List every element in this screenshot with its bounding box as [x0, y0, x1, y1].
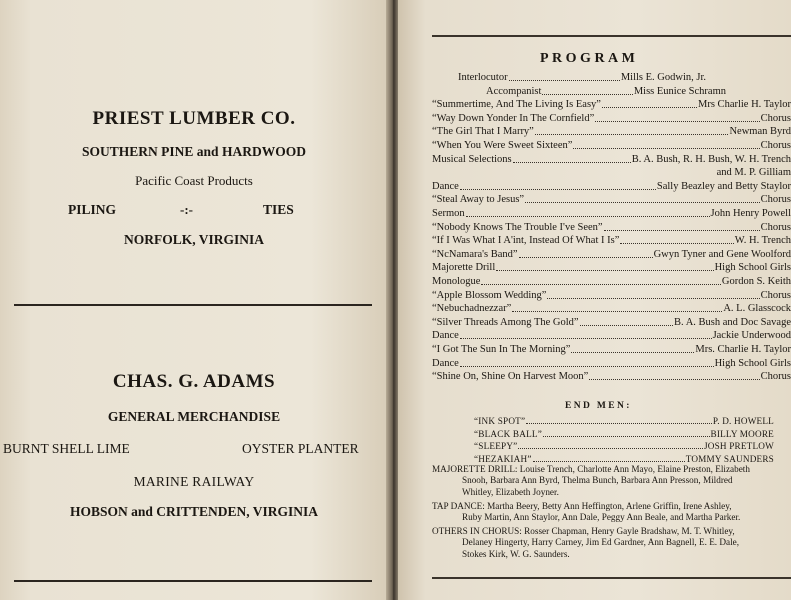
tap-line: Ruby Martin, Ann Staylor, Ann Dale, Peggy Ann Beale, and Martha Parker.	[462, 512, 741, 523]
divider-rule	[14, 304, 372, 306]
program-item: Accompanist	[486, 85, 542, 97]
program-performer: Chorus	[760, 221, 791, 233]
leader-dots	[604, 221, 760, 231]
program-performer: High School Girls	[714, 262, 791, 274]
program-entry	[432, 248, 791, 261]
leader-dots	[547, 289, 759, 299]
end-men-role: “BLACK BALL”	[474, 428, 542, 439]
program-entry	[486, 85, 726, 98]
program-item: “Summertime, And The Living Is Easy”	[432, 99, 601, 111]
program-performer: Chorus	[760, 140, 791, 151]
program-performer: Mrs. Charlie H. Taylor	[695, 344, 791, 355]
leader-dots	[525, 193, 760, 203]
ad1-separator: -:-	[180, 202, 193, 217]
chorus-line: Stokes Kirk, W. G. Saunders.	[462, 548, 570, 559]
program-entry	[432, 261, 791, 274]
program-entry	[432, 125, 791, 138]
majorette-paragraph	[432, 464, 791, 498]
leader-dots	[595, 112, 759, 122]
program-performer: A. L. Glasscock	[723, 303, 791, 315]
leader-dots	[602, 98, 697, 108]
program-entry	[432, 180, 791, 193]
program-entry	[432, 329, 791, 342]
program-entry	[432, 343, 791, 356]
leader-dots	[542, 85, 632, 95]
program-performer: B. A. Bush and Doc Savage	[674, 316, 791, 328]
end-men-name: BILLY MOORE	[710, 428, 774, 439]
ad1-piling: PILING	[68, 202, 117, 217]
leader-dots	[481, 275, 720, 285]
end-men-name: TOMMY SAUNDERS	[685, 453, 774, 464]
chorus-paragraph	[432, 526, 791, 560]
leader-dots	[533, 453, 685, 462]
ad1-city: NORFOLK, VIRGINIA	[123, 232, 265, 247]
top-rule	[432, 35, 791, 37]
program-performer: Mrs Charlie H. Taylor	[698, 99, 791, 111]
majorette-first-line: Louise Trench, Charlotte Ann Mayo, Elaine Preston, Elizabeth	[517, 464, 750, 474]
program-performer: Gwyn Tyner and Gene Woolford	[653, 248, 791, 260]
end-men-role: “HEZAKIAH”	[474, 453, 532, 464]
program-item: “NcNamara's Band”	[432, 248, 518, 260]
program-performer: and M. P. Gilliam	[716, 167, 791, 179]
leader-dots	[526, 415, 712, 424]
leader-dots	[519, 248, 653, 258]
program-item: “Steal Away to Jesus”	[432, 194, 525, 206]
program-item: “When You Were Sweet Sixteen”	[432, 140, 573, 151]
ad2-right-item: OYSTER PLANTER	[242, 441, 359, 456]
majorette-line: Snooh, Barbara Ann Byrd, Thelma Bunch, Barbara Ann Presson, Mildred	[462, 475, 733, 486]
left-page	[0, 0, 388, 600]
leader-dots	[580, 316, 673, 326]
end-men-name: JOSH PRETLOW	[703, 441, 774, 451]
leader-dots	[513, 153, 631, 163]
program-entry	[432, 139, 791, 152]
program-performer: W. H. Trench	[734, 235, 791, 247]
program-performer: Miss Eunice Schramn	[633, 85, 726, 97]
chorus-first-line: Rosser Chapman, Henry Gayle Bradshaw, M. T. Whitley,	[521, 526, 735, 536]
ad1-company: PRIEST LUMBER CO.	[92, 108, 296, 129]
program-performer: John Henry Powell	[710, 208, 791, 219]
program-item: Majorette Drill	[432, 262, 496, 274]
leader-dots	[589, 370, 759, 380]
program-entry	[432, 112, 791, 125]
leader-dots	[620, 234, 733, 244]
program-performer: Chorus	[760, 112, 791, 124]
program-entry	[432, 357, 791, 370]
ad2-left-item: BURNT SHELL LIME	[3, 441, 130, 456]
program-item: Monologue	[432, 276, 481, 287]
program-performer: Jackie Underwood	[712, 330, 791, 342]
bottom-rule	[14, 580, 372, 582]
end-men-role: “SLEEPY”	[474, 441, 518, 451]
end-men-entry	[474, 453, 774, 465]
leader-dots	[518, 440, 703, 449]
tap-heading: TAP DANCE:	[432, 501, 485, 511]
program-performer: Sally Beazley and Betty Staylor	[656, 180, 791, 192]
leader-dots	[466, 207, 710, 217]
tap-first-line: Martha Beery, Betty Ann Heffington, Arlene Griffin, Irene Ashley,	[484, 501, 732, 511]
end-men-entry	[474, 440, 774, 452]
program-performer: Gordon S. Keith	[721, 276, 791, 287]
leader-dots	[535, 125, 729, 135]
program-item: “Nobody Knows The Trouble I've Seen”	[432, 221, 603, 233]
chorus-line: Delaney Hingerty, Harry Carney, Jim Ed Gardner, Ann Bagnell, E. E. Dale,	[462, 537, 740, 548]
program-item: “I Got The Sun In The Morning”	[432, 344, 571, 355]
program-entry	[458, 71, 706, 84]
program-performer: Mills E. Godwin, Jr.	[620, 72, 706, 83]
program-item: Interlocutor	[458, 72, 508, 83]
ad2-company: CHAS. G. ADAMS	[112, 371, 276, 392]
ad1-line1: SOUTHERN PINE and HARDWOOD	[82, 144, 306, 159]
program-entry	[432, 193, 791, 206]
ad2-city: HOBSON and CRITTENDEN, VIRGINIA	[69, 504, 319, 519]
program-performer: Chorus	[760, 371, 791, 383]
program-entry	[432, 275, 791, 288]
ad2-line3: MARINE RAILWAY	[133, 474, 255, 489]
leader-dots	[460, 180, 656, 190]
program-entry	[432, 153, 791, 166]
program-performer: Chorus	[760, 194, 791, 206]
program-item: Dance	[432, 357, 459, 369]
end-men-entry	[474, 428, 774, 440]
program-entry	[432, 221, 791, 234]
end-men-entry	[474, 415, 774, 427]
program-entry	[432, 234, 791, 247]
bottom-rule-right	[432, 577, 791, 579]
program-item: “Way Down Yonder In The Cornfield”	[432, 112, 595, 124]
program-title: PROGRAM	[540, 51, 639, 66]
chorus-heading: OTHERS IN CHORUS:	[432, 526, 522, 536]
leader-dots	[460, 357, 714, 367]
tap-dance-paragraph	[432, 501, 791, 524]
ad1-ties: TIES	[263, 202, 294, 217]
majorette-line: Whitley, Elizabeth Joyner.	[462, 486, 559, 497]
leader-dots	[543, 428, 710, 437]
leader-dots	[571, 343, 694, 353]
program-item: Musical Selections	[432, 153, 512, 165]
end-men-title: E N D M E N :	[565, 401, 630, 411]
program-entry	[432, 302, 791, 315]
program-entry	[432, 370, 791, 383]
program-item: “The Girl That I Marry”	[432, 126, 534, 138]
program-item: “Nebuchadnezzar”	[432, 303, 512, 315]
program-item: “If I Was What I A'int, Instead Of What I Is”	[432, 235, 620, 247]
program-item: Dance	[432, 180, 459, 192]
program-item: “Shine On, Shine On Harvest Moon”	[432, 371, 589, 383]
program-performer: Chorus	[760, 289, 791, 301]
leader-dots	[509, 71, 620, 81]
leader-dots	[460, 329, 712, 339]
program-performer: Newman Byrd	[729, 126, 791, 138]
program-performer: High School Girls	[714, 357, 791, 369]
program-item: Sermon	[432, 208, 465, 219]
leader-dots	[496, 261, 713, 271]
majorette-heading: MAJORETTE DRILL:	[432, 464, 518, 474]
program-entry	[432, 207, 791, 220]
program-item: Dance	[432, 330, 459, 342]
program-entry	[432, 98, 791, 111]
program-entry	[432, 289, 791, 302]
program-entry	[432, 166, 791, 179]
program-performer: B. A. Bush, R. H. Bush, W. H. Trench	[631, 153, 791, 165]
leader-dots	[512, 302, 722, 312]
end-men-role: “INK SPOT”	[474, 416, 526, 426]
program-entry	[432, 316, 791, 329]
ad1-line2: Pacific Coast Products	[135, 173, 253, 188]
program-item: “Silver Threads Among The Gold”	[432, 316, 579, 328]
program-item: “Apple Blossom Wedding”	[432, 289, 547, 301]
ad2-line1: GENERAL MERCHANDISE	[107, 409, 281, 424]
end-men-name: P. D. HOWELL	[712, 416, 774, 426]
leader-dots	[573, 139, 759, 149]
